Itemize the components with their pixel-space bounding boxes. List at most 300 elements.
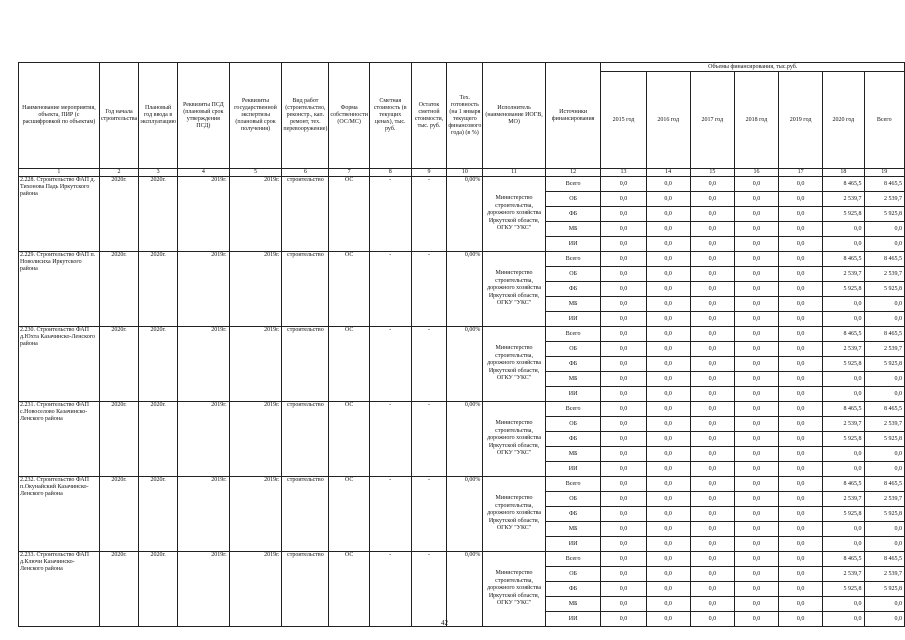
amount-cell: 8 465,5 xyxy=(823,477,864,492)
amount-cell: 0,0 xyxy=(779,312,823,327)
amount-cell: 0,0 xyxy=(690,387,734,402)
amount-cell: 2 539,7 xyxy=(823,492,864,507)
amount-cell: 0,0 xyxy=(734,567,778,582)
psd-cell: 2019г. xyxy=(178,402,230,477)
amount-cell: 0,0 xyxy=(690,537,734,552)
amount-cell: 0,0 xyxy=(601,372,646,387)
amount-cell: 0,0 xyxy=(646,492,690,507)
amount-cell: 0,0 xyxy=(646,192,690,207)
start-year-cell: 2020г. xyxy=(99,402,138,477)
amount-cell: 0,0 xyxy=(646,552,690,567)
amount-cell: 0,0 xyxy=(864,222,904,237)
column-number: 11 xyxy=(483,169,545,177)
amount-cell: 0,0 xyxy=(823,612,864,627)
commission-year-cell: 2020г. xyxy=(139,402,178,477)
column-number: 2 xyxy=(99,169,138,177)
table-row xyxy=(19,177,905,192)
executor-cell: Министерство строительства, дорожного хозяйства Иркутской области, ОГКУ "УКС" xyxy=(483,327,545,402)
amount-cell: 5 925,8 xyxy=(864,432,904,447)
funding-source-cell: ОБ xyxy=(545,567,601,582)
psd-cell: 2019г. xyxy=(178,177,230,252)
amount-cell: 0,0 xyxy=(734,402,778,417)
funding-source-cell: Всего xyxy=(545,477,601,492)
column-number: 15 xyxy=(690,169,734,177)
funding-source-cell: ИИ xyxy=(545,462,601,477)
funding-source-cell: ИИ xyxy=(545,312,601,327)
col-header-2015: 2015 год xyxy=(601,72,646,169)
amount-cell: 5 925,8 xyxy=(864,357,904,372)
work-type-cell: строительство xyxy=(282,252,329,327)
amount-cell: 0,0 xyxy=(864,597,904,612)
expertise-cell: 2019г. xyxy=(229,402,282,477)
amount-cell: 0,0 xyxy=(823,522,864,537)
commission-year-cell: 2020г. xyxy=(139,252,178,327)
amount-cell: 8 465,5 xyxy=(864,177,904,192)
amount-cell: 0,0 xyxy=(779,552,823,567)
amount-cell: 0,0 xyxy=(646,312,690,327)
column-number: 19 xyxy=(864,169,904,177)
amount-cell: 0,0 xyxy=(864,447,904,462)
amount-cell: 0,0 xyxy=(734,297,778,312)
amount-cell: 0,0 xyxy=(601,432,646,447)
amount-cell: 0,0 xyxy=(690,372,734,387)
col-header-commission-year: Плановый год ввода в эксплуатацию xyxy=(139,63,178,169)
amount-cell: 0,0 xyxy=(734,462,778,477)
amount-cell: 0,0 xyxy=(646,267,690,282)
readiness-cell: 0,00% xyxy=(447,252,483,327)
amount-cell: 8 465,5 xyxy=(823,252,864,267)
amount-cell: 0,0 xyxy=(690,402,734,417)
funding-source-cell: МБ xyxy=(545,522,601,537)
commission-year-cell: 2020г. xyxy=(139,177,178,252)
amount-cell: 0,0 xyxy=(779,222,823,237)
start-year-cell: 2020г. xyxy=(99,327,138,402)
amount-cell: 0,0 xyxy=(646,297,690,312)
readiness-cell: 0,00% xyxy=(447,552,483,627)
estimated-cost-cell: - xyxy=(369,177,411,252)
ownership-cell: ОС xyxy=(329,252,370,327)
col-header-2017: 2017 год xyxy=(690,72,734,169)
commission-year-cell: 2020г. xyxy=(139,327,178,402)
amount-cell: 0,0 xyxy=(690,177,734,192)
executor-cell: Министерство строительства, дорожного хозяйства Иркутской области, ОГКУ "УКС" xyxy=(483,252,545,327)
amount-cell: 0,0 xyxy=(690,327,734,342)
amount-cell: 0,0 xyxy=(601,177,646,192)
col-header-ownership: Форма собственности (ОС/МС) xyxy=(329,63,370,169)
col-header-2019: 2019 год xyxy=(779,72,823,169)
funding-source-cell: МБ xyxy=(545,222,601,237)
amount-cell: 0,0 xyxy=(734,357,778,372)
amount-cell: 0,0 xyxy=(646,567,690,582)
col-header-volume-group: Объемы финансирования, тыс.руб. xyxy=(601,63,905,72)
amount-cell: 0,0 xyxy=(779,357,823,372)
amount-cell: 0,0 xyxy=(734,552,778,567)
funding-source-cell: ФБ xyxy=(545,582,601,597)
funding-source-cell: ФБ xyxy=(545,507,601,522)
amount-cell: 8 465,5 xyxy=(864,252,904,267)
amount-cell: 0,0 xyxy=(646,387,690,402)
amount-cell: 2 539,7 xyxy=(864,492,904,507)
amount-cell: 0,0 xyxy=(601,492,646,507)
amount-cell: 0,0 xyxy=(601,312,646,327)
table-row xyxy=(19,477,905,492)
amount-cell: 0,0 xyxy=(734,612,778,627)
column-number: 5 xyxy=(229,169,282,177)
amount-cell: 0,0 xyxy=(601,567,646,582)
amount-cell: 0,0 xyxy=(690,462,734,477)
amount-cell: 0,0 xyxy=(734,507,778,522)
amount-cell: 0,0 xyxy=(734,372,778,387)
funding-source-cell: Всего xyxy=(545,402,601,417)
amount-cell: 0,0 xyxy=(601,552,646,567)
table-row xyxy=(19,252,905,267)
amount-cell: 0,0 xyxy=(779,207,823,222)
estimated-cost-cell: - xyxy=(369,477,411,552)
amount-cell: 0,0 xyxy=(779,432,823,447)
table-row xyxy=(19,402,905,417)
col-header-2016: 2016 год xyxy=(646,72,690,169)
amount-cell: 0,0 xyxy=(823,597,864,612)
amount-cell: 0,0 xyxy=(779,477,823,492)
object-name-cell: 2.230. Строительство ФАП д.Юхта Казачинско-Ленского района xyxy=(19,327,100,402)
amount-cell: 0,0 xyxy=(690,522,734,537)
amount-cell: 0,0 xyxy=(690,267,734,282)
start-year-cell: 2020г. xyxy=(99,177,138,252)
amount-cell: 0,0 xyxy=(864,612,904,627)
amount-cell: 0,0 xyxy=(864,237,904,252)
amount-cell: 0,0 xyxy=(646,402,690,417)
table-row xyxy=(19,552,905,567)
amount-cell: 0,0 xyxy=(646,417,690,432)
amount-cell: 0,0 xyxy=(864,312,904,327)
funding-source-cell: ФБ xyxy=(545,357,601,372)
amount-cell: 0,0 xyxy=(823,372,864,387)
amount-cell: 0,0 xyxy=(734,267,778,282)
amount-cell: 0,0 xyxy=(646,327,690,342)
amount-cell: 0,0 xyxy=(823,297,864,312)
amount-cell: 0,0 xyxy=(690,207,734,222)
amount-cell: 0,0 xyxy=(690,492,734,507)
amount-cell: 0,0 xyxy=(734,342,778,357)
amount-cell: 0,0 xyxy=(779,177,823,192)
amount-cell: 0,0 xyxy=(864,387,904,402)
amount-cell: 0,0 xyxy=(779,282,823,297)
funding-source-cell: ФБ xyxy=(545,432,601,447)
amount-cell: 0,0 xyxy=(601,192,646,207)
amount-cell: 0,0 xyxy=(690,417,734,432)
amount-cell: 0,0 xyxy=(779,192,823,207)
amount-cell: 0,0 xyxy=(734,477,778,492)
funding-source-cell: Всего xyxy=(545,177,601,192)
funding-source-cell: МБ xyxy=(545,447,601,462)
amount-cell: 0,0 xyxy=(601,342,646,357)
readiness-cell: 0,00% xyxy=(447,477,483,552)
remaining-cost-cell: - xyxy=(411,402,447,477)
col-header-sources: Источники финансирования xyxy=(545,63,601,169)
amount-cell: 0,0 xyxy=(601,207,646,222)
amount-cell: 8 465,5 xyxy=(823,402,864,417)
amount-cell: 2 539,7 xyxy=(823,192,864,207)
amount-cell: 0,0 xyxy=(864,297,904,312)
amount-cell: 0,0 xyxy=(823,387,864,402)
amount-cell: 0,0 xyxy=(646,207,690,222)
amount-cell: 0,0 xyxy=(690,507,734,522)
col-header-readiness: Тех. готовность (на 1 января текущего финансового года) (в %) xyxy=(447,63,483,169)
amount-cell: 0,0 xyxy=(779,447,823,462)
amount-cell: 0,0 xyxy=(601,507,646,522)
column-number: 8 xyxy=(369,169,411,177)
amount-cell: 0,0 xyxy=(779,582,823,597)
amount-cell: 0,0 xyxy=(646,342,690,357)
commission-year-cell: 2020г. xyxy=(139,552,178,627)
amount-cell: 0,0 xyxy=(601,402,646,417)
amount-cell: 0,0 xyxy=(864,537,904,552)
amount-cell: 0,0 xyxy=(734,522,778,537)
amount-cell: 0,0 xyxy=(779,402,823,417)
column-number: 14 xyxy=(646,169,690,177)
col-header-executor: Исполнитель (наименование ИОГВ, МО) xyxy=(483,63,545,169)
amount-cell: 0,0 xyxy=(734,492,778,507)
amount-cell: 0,0 xyxy=(779,522,823,537)
amount-cell: 0,0 xyxy=(601,582,646,597)
amount-cell: 0,0 xyxy=(734,192,778,207)
amount-cell: 0,0 xyxy=(823,537,864,552)
amount-cell: 5 925,8 xyxy=(823,207,864,222)
amount-cell: 0,0 xyxy=(690,582,734,597)
amount-cell: 0,0 xyxy=(601,417,646,432)
work-type-cell: строительство xyxy=(282,327,329,402)
amount-cell: 0,0 xyxy=(779,597,823,612)
remaining-cost-cell: - xyxy=(411,252,447,327)
amount-cell: 0,0 xyxy=(734,582,778,597)
amount-cell: 0,0 xyxy=(601,357,646,372)
funding-source-cell: Всего xyxy=(545,327,601,342)
column-number: 10 xyxy=(447,169,483,177)
executor-cell: Министерство строительства, дорожного хозяйства Иркутской области, ОГКУ "УКС" xyxy=(483,552,545,627)
amount-cell: 0,0 xyxy=(646,522,690,537)
funding-source-cell: ОБ xyxy=(545,192,601,207)
ownership-cell: ОС xyxy=(329,477,370,552)
amount-cell: 0,0 xyxy=(646,222,690,237)
readiness-cell: 0,00% xyxy=(447,177,483,252)
work-type-cell: строительство xyxy=(282,402,329,477)
col-header-estimated-cost: Сметная стоимость (в текущих ценах), тыс. руб. xyxy=(369,63,411,169)
estimated-cost-cell: - xyxy=(369,552,411,627)
col-header-psd: Реквизиты ПСД (плановый срок утверждения ПСД) xyxy=(178,63,230,169)
amount-cell: 5 925,8 xyxy=(823,432,864,447)
psd-cell: 2019г. xyxy=(178,477,230,552)
amount-cell: 0,0 xyxy=(690,357,734,372)
ownership-cell: ОС xyxy=(329,402,370,477)
amount-cell: 2 539,7 xyxy=(864,192,904,207)
amount-cell: 0,0 xyxy=(734,417,778,432)
amount-cell: 0,0 xyxy=(779,462,823,477)
readiness-cell: 0,00% xyxy=(447,327,483,402)
amount-cell: 0,0 xyxy=(690,342,734,357)
amount-cell: 0,0 xyxy=(734,432,778,447)
column-number: 9 xyxy=(411,169,447,177)
amount-cell: 2 539,7 xyxy=(864,342,904,357)
expertise-cell: 2019г. xyxy=(229,327,282,402)
funding-source-cell: ФБ xyxy=(545,207,601,222)
amount-cell: 0,0 xyxy=(690,222,734,237)
amount-cell: 0,0 xyxy=(734,237,778,252)
executor-cell: Министерство строительства, дорожного хозяйства Иркутской области, ОГКУ "УКС" xyxy=(483,477,545,552)
amount-cell: 0,0 xyxy=(734,327,778,342)
amount-cell: 0,0 xyxy=(779,237,823,252)
amount-cell: 0,0 xyxy=(690,252,734,267)
col-header-total: Всего xyxy=(864,72,904,169)
amount-cell: 0,0 xyxy=(779,342,823,357)
ownership-cell: ОС xyxy=(329,177,370,252)
amount-cell: 0,0 xyxy=(646,582,690,597)
amount-cell: 0,0 xyxy=(646,462,690,477)
amount-cell: 0,0 xyxy=(601,237,646,252)
amount-cell: 2 539,7 xyxy=(823,267,864,282)
object-name-cell: 2.229. Строительство ФАП п. Новолисиха Иркутского района xyxy=(19,252,100,327)
page-number: 42 xyxy=(441,619,448,627)
column-number: 1 xyxy=(19,169,100,177)
amount-cell: 8 465,5 xyxy=(864,552,904,567)
amount-cell: 0,0 xyxy=(779,567,823,582)
amount-cell: 8 465,5 xyxy=(823,177,864,192)
col-header-expertise: Реквизиты государственной экспертизы (плановый срок получения) xyxy=(229,63,282,169)
amount-cell: 0,0 xyxy=(864,462,904,477)
expertise-cell: 2019г. xyxy=(229,252,282,327)
commission-year-cell: 2020г. xyxy=(139,477,178,552)
amount-cell: 2 539,7 xyxy=(864,417,904,432)
remaining-cost-cell: - xyxy=(411,477,447,552)
amount-cell: 0,0 xyxy=(690,567,734,582)
readiness-cell: 0,00% xyxy=(447,402,483,477)
ownership-cell: ОС xyxy=(329,552,370,627)
amount-cell: 0,0 xyxy=(601,297,646,312)
amount-cell: 0,0 xyxy=(690,477,734,492)
amount-cell: 0,0 xyxy=(779,372,823,387)
amount-cell: 0,0 xyxy=(823,237,864,252)
amount-cell: 0,0 xyxy=(690,297,734,312)
amount-cell: 0,0 xyxy=(601,462,646,477)
funding-source-cell: ОБ xyxy=(545,417,601,432)
amount-cell: 0,0 xyxy=(734,177,778,192)
amount-cell: 0,0 xyxy=(601,447,646,462)
amount-cell: 0,0 xyxy=(646,177,690,192)
amount-cell: 0,0 xyxy=(690,552,734,567)
amount-cell: 0,0 xyxy=(601,597,646,612)
amount-cell: 2 539,7 xyxy=(864,567,904,582)
col-header-2020: 2020 год xyxy=(823,72,864,169)
column-number: 17 xyxy=(779,169,823,177)
funding-source-cell: МБ xyxy=(545,297,601,312)
start-year-cell: 2020г. xyxy=(99,477,138,552)
amount-cell: 0,0 xyxy=(601,267,646,282)
amount-cell: 0,0 xyxy=(779,537,823,552)
amount-cell: 0,0 xyxy=(779,252,823,267)
col-header-remaining-cost: Остаток сметной стоимости, тыс. руб. xyxy=(411,63,447,169)
column-number: 3 xyxy=(139,169,178,177)
amount-cell: 8 465,5 xyxy=(864,477,904,492)
amount-cell: 0,0 xyxy=(734,387,778,402)
amount-cell: 0,0 xyxy=(734,597,778,612)
amount-cell: 0,0 xyxy=(779,507,823,522)
funding-source-cell: Всего xyxy=(545,252,601,267)
amount-cell: 0,0 xyxy=(646,447,690,462)
funding-source-cell: Всего xyxy=(545,552,601,567)
estimated-cost-cell: - xyxy=(369,402,411,477)
amount-cell: 8 465,5 xyxy=(864,402,904,417)
table-row xyxy=(19,327,905,342)
psd-cell: 2019г. xyxy=(178,252,230,327)
amount-cell: 8 465,5 xyxy=(823,552,864,567)
psd-cell: 2019г. xyxy=(178,552,230,627)
expertise-cell: 2019г. xyxy=(229,477,282,552)
work-type-cell: строительство xyxy=(282,177,329,252)
column-number: 16 xyxy=(734,169,778,177)
work-type-cell: строительство xyxy=(282,477,329,552)
amount-cell: 0,0 xyxy=(734,537,778,552)
amount-cell: 5 925,8 xyxy=(864,282,904,297)
amount-cell: 0,0 xyxy=(734,282,778,297)
amount-cell: 2 539,7 xyxy=(823,417,864,432)
amount-cell: 0,0 xyxy=(779,612,823,627)
amount-cell: 0,0 xyxy=(690,192,734,207)
column-number: 12 xyxy=(545,169,601,177)
funding-source-cell: МБ xyxy=(545,597,601,612)
estimated-cost-cell: - xyxy=(369,252,411,327)
funding-source-cell: ИИ xyxy=(545,237,601,252)
amount-cell: 0,0 xyxy=(601,477,646,492)
funding-source-cell: ФБ xyxy=(545,282,601,297)
amount-cell: 0,0 xyxy=(601,222,646,237)
financing-table-sheet xyxy=(18,62,905,627)
amount-cell: 5 925,8 xyxy=(864,507,904,522)
amount-cell: 0,0 xyxy=(601,387,646,402)
start-year-cell: 2020г. xyxy=(99,552,138,627)
amount-cell: 0,0 xyxy=(734,447,778,462)
amount-cell: 5 925,8 xyxy=(823,507,864,522)
col-header-2018: 2018 год xyxy=(734,72,778,169)
amount-cell: 0,0 xyxy=(823,462,864,477)
amount-cell: 5 925,8 xyxy=(864,207,904,222)
amount-cell: 0,0 xyxy=(690,447,734,462)
amount-cell: 0,0 xyxy=(601,522,646,537)
funding-source-cell: МБ xyxy=(545,372,601,387)
amount-cell: 0,0 xyxy=(601,327,646,342)
amount-cell: 0,0 xyxy=(779,387,823,402)
col-header-work-type: Вид работ (строительство, реконстр., кап. ремонт, тех. перевооружение) xyxy=(282,63,329,169)
amount-cell: 0,0 xyxy=(690,237,734,252)
amount-cell: 0,0 xyxy=(646,612,690,627)
column-number: 4 xyxy=(178,169,230,177)
executor-cell: Министерство строительства, дорожного хозяйства Иркутской области, ОГКУ "УКС" xyxy=(483,402,545,477)
funding-source-cell: ОБ xyxy=(545,342,601,357)
funding-source-cell: ИИ xyxy=(545,537,601,552)
funding-source-cell: ОБ xyxy=(545,267,601,282)
remaining-cost-cell: - xyxy=(411,552,447,627)
amount-cell: 5 925,8 xyxy=(823,357,864,372)
object-name-cell: 2.228. Строительство ФАП д. Тихонова Падь Иркутского района xyxy=(19,177,100,252)
financing-table xyxy=(18,62,905,627)
amount-cell: 0,0 xyxy=(690,612,734,627)
expertise-cell: 2019г. xyxy=(229,552,282,627)
amount-cell: 0,0 xyxy=(779,417,823,432)
funding-source-cell: ИИ xyxy=(545,612,601,627)
amount-cell: 5 925,8 xyxy=(864,582,904,597)
amount-cell: 0,0 xyxy=(601,537,646,552)
start-year-cell: 2020г. xyxy=(99,252,138,327)
amount-cell: 0,0 xyxy=(823,222,864,237)
col-header-start-year: Год начала строительства xyxy=(99,63,138,169)
